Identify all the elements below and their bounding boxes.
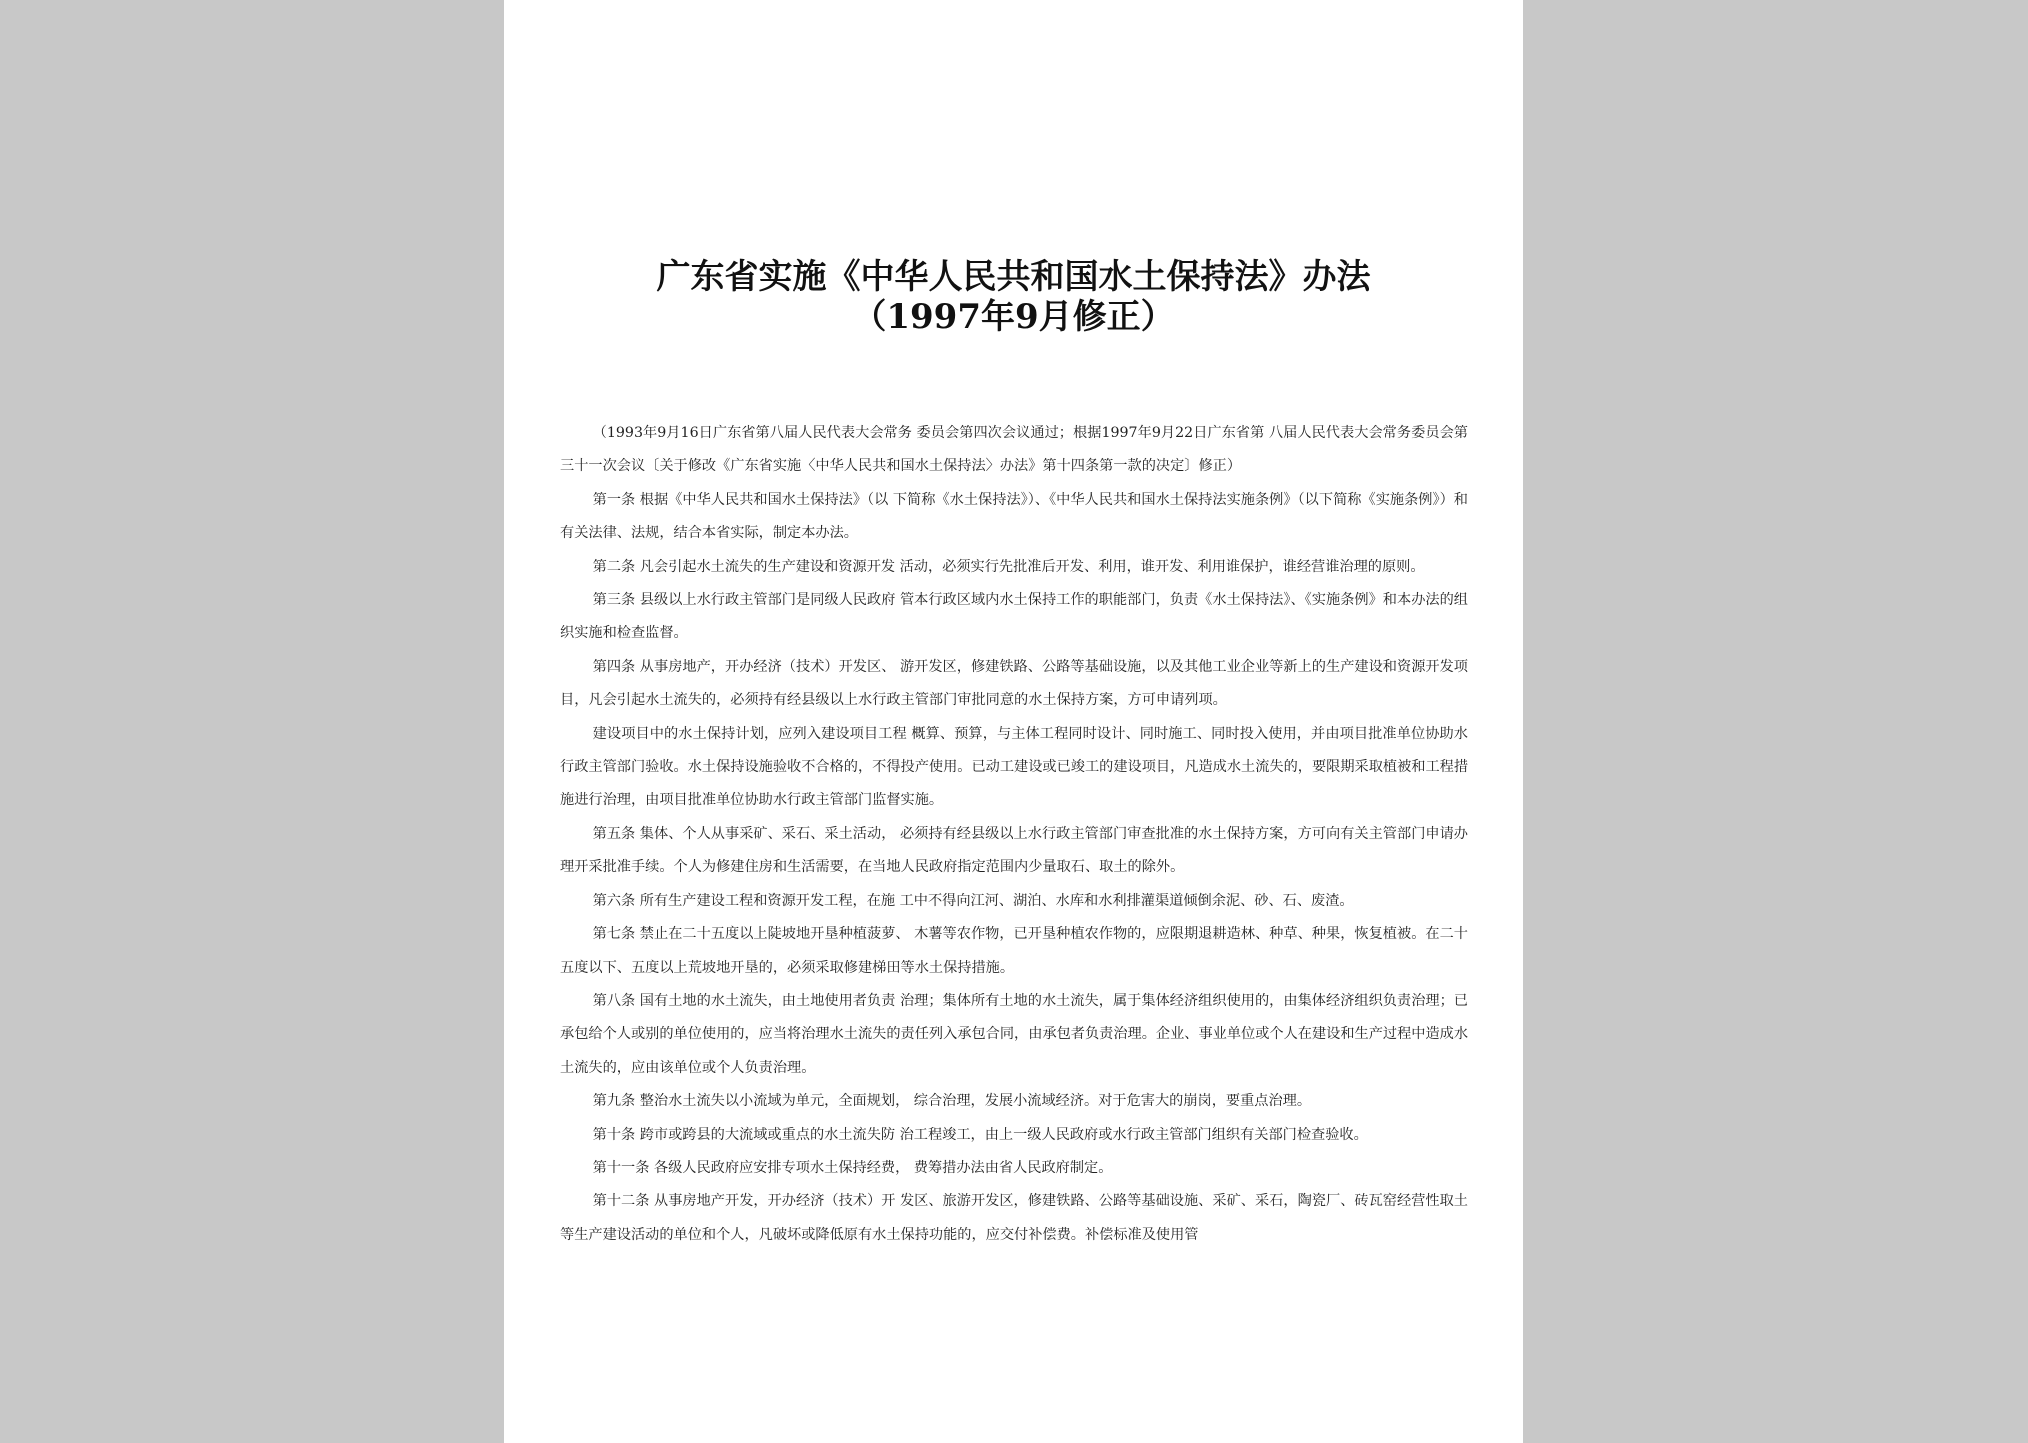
paragraph-article-3: 第三条 县级以上水行政主管部门是同级人民政府 管本行政区域内水土保持工作的职能部门，负责《水土保持法》、《实施条例》和本办法的组织实施和检查监督。	[560, 592, 1468, 642]
paragraph-article-10: 第十条 跨市或跨县的大流域或重点的水土流失防 治工程竣工，由上一级人民政府或水行政主管部门组织有关部门检查验收。	[592, 1126, 1368, 1143]
paragraph-preamble: （1993年9月16日广东省第八届人民代表大会常务 委员会第四次会议通过；根据1997年9月22日广东省第 八届人民代表大会常务委员会第三十一次会议〔关于修改《广东省实施〈中华人民共和国水土保持法〉办法》第十四条第一款的决定〕修正）	[560, 425, 1468, 475]
title-line-1: 广东省实施《中华人民共和国水土保持法》办法	[656, 257, 1371, 297]
paragraph-article-6: 第六条 所有生产建设工程和资源开发工程，在施 工中不得向江河、湖泊、水库和水利排灌渠道倾倒余泥、砂、石、废渣。	[592, 892, 1354, 909]
document-page	[504, 0, 1523, 1443]
paragraph-article-11: 第十一条 各级人民政府应安排专项水土保持经费， 费筹措办法由省人民政府制定。	[592, 1159, 1113, 1176]
paragraph-article-8: 第八条 国有土地的水土流失，由土地使用者负责 治理；集体所有土地的水土流失，属于集体经济组织使用的，由集体经济组织负责治理；已承包给个人或别的单位使用的，应当将治理水土流失的责任列入承包合同，由承包者负责治理。企业、事业单位或个人在建设和生产过程中造成水 土流失的，应由该单位或个人负责治理。	[560, 992, 1469, 1076]
paragraph-article-9: 第九条 整治水土流失以小流域为单元，全面规划， 综合治理，发展小流域经济。对于危害大的崩岗，要重点治理。	[592, 1093, 1312, 1110]
paragraph-article-12: 第十二条 从事房地产开发，开办经济（技术）开 发区、旅游开发区，修建铁路、公路等基础设施、采矿、采石，陶瓷厂、砖瓦窑经营性取土等生产建设活动的单位和个人，凡破坏或降低原有水土保持功能的，应交付补偿费。补偿标准及使用管	[560, 1193, 1468, 1243]
paragraph-article-7: 第七条 禁止在二十五度以上陡坡地开垦种植菠萝、 木薯等农作物，已开垦种植农作物的，应限期退耕造林、种草、种果，恢复植被。在二十五度以下、五度以上荒坡地开垦的，必须采取修建梯田等水土保持措施。	[560, 926, 1468, 976]
document-title	[504, 257, 1523, 337]
paragraph-article-5: 第五条 集体、个人从事采矿、采石、采土活动， 必须持有经县级以上水行政主管部门审查批准的水土保持方案，方可向有关主管部门申请办理开采批准手续。个人为修建住房和生活需要，在当地人民政府指定范围内少量取石、取土的除外。	[560, 825, 1468, 876]
title-line-2: （1997年9月修正）	[852, 297, 1175, 337]
paragraph-article-4: 第四条 从事房地产，开办经济（技术）开发区、 游开发区，修建铁路、公路等基础设施，以及其他工业企业等新上的生产建设和资源开发项目，凡会引起水土流失的，必须持有经县级以上水行政主管部门审批同意的水土保持方案，方可申请列项。	[560, 658, 1468, 709]
paragraph-article-2: 第二条 凡会引起水土流失的生产建设和资源开发 活动，必须实行先批准后开发、利用，谁开发、利用谁保护，谁经营谁治理的原则。	[592, 558, 1425, 575]
paragraph-article-1: 第一条 根据《中华人民共和国水土保持法》（以 下简称《水土保持法》）、《中华人民共和国水土保持法实施条例》（以下简称《实施条例》）和有关法律、法规，结合本省实际，制定本办法。	[560, 491, 1468, 542]
document-body	[560, 417, 1468, 1252]
paragraph-article-4-clause-2: 建设项目中的水土保持计划，应列入建设项目工程 概算、预算，与主体工程同时设计、同时施工、同时投入使用，并由项目批准单位协助水行政主管部门验收。水土保持设施验收不合格的，不得投产使用。已动工建设或已竣工的建设项目，凡造成水土流失的，要限期采取植被和工程措施进行治理，由项目批准单位协助水行政主管部门监督实施。	[560, 725, 1469, 809]
